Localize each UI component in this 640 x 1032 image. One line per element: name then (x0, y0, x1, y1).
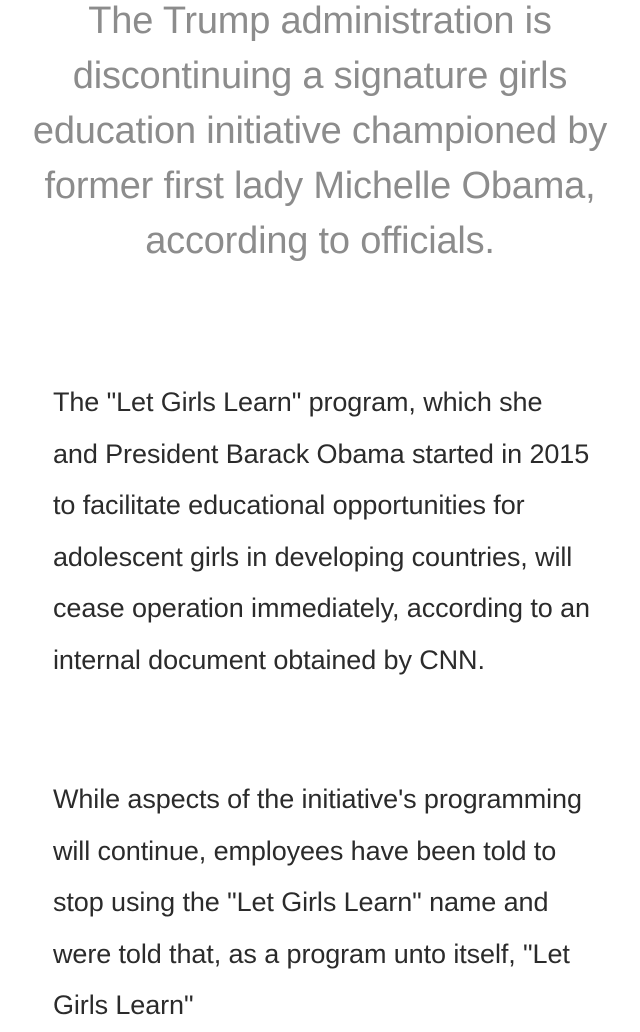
article-lede: The Trump administration is discontinuing a signature girls education initiative championed by former first lady Michelle Obama, according to officials. (32, 0, 608, 262)
article-paragraph-1: The "Let Girls Learn" program, which she and President Barack Obama started in 2015 to facilitate educational opportunities for adolescent girls in developing countries, will cease operation immediately, according to an internal document obtained by CNN. (53, 387, 590, 675)
article-paragraph-2: While aspects of the initiative's programming will continue, employees have been told to stop using the "Let Girls Learn" name and were told that, as a program unto itself, "Let Girls Learn" (53, 784, 582, 1020)
